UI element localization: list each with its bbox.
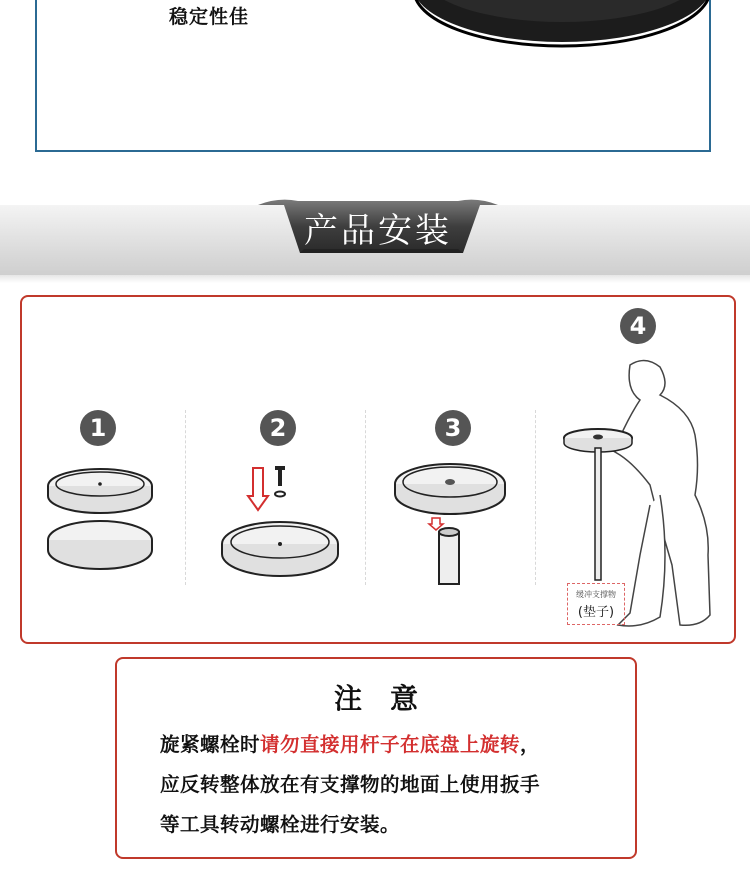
cushion-label-big: (垫子) — [577, 605, 615, 620]
cushion-label-small: 缓冲支撑物 — [576, 590, 616, 599]
feature-panel — [35, 0, 711, 152]
divider — [365, 410, 366, 585]
note-line-1-suffix: ， — [520, 733, 541, 756]
step-2-illustration — [218, 458, 346, 583]
step-2-badge: 2 — [260, 410, 296, 446]
banner-shadow — [0, 275, 750, 283]
step-1-badge: 1 — [80, 410, 116, 446]
step-3-badge: 3 — [435, 410, 471, 446]
bolt-icon — [275, 466, 285, 470]
note-panel — [115, 657, 637, 859]
note-line-1 — [160, 729, 540, 757]
note-warning-highlight: 请勿直接用杆子在底盘上旋转 — [260, 733, 521, 756]
washer-icon — [275, 492, 285, 497]
note-line-2: 应反转整体放在有支撑物的地面上使用扳手 — [160, 773, 541, 796]
cushion-label — [567, 583, 625, 625]
divider — [185, 410, 186, 585]
note-title: 注意 — [333, 682, 446, 715]
banner-title: 产品安装 — [304, 211, 452, 251]
divider — [535, 410, 536, 585]
note-line-1-prefix: 旋紧螺栓时 — [160, 733, 261, 756]
step-1-illustration — [45, 458, 157, 573]
step-4-badge: 4 — [620, 308, 656, 344]
feature-text: 稳定性佳 — [169, 6, 250, 28]
note-line-3: 等工具转动螺栓进行安装。 — [160, 813, 401, 836]
black-base-image — [397, 0, 711, 54]
